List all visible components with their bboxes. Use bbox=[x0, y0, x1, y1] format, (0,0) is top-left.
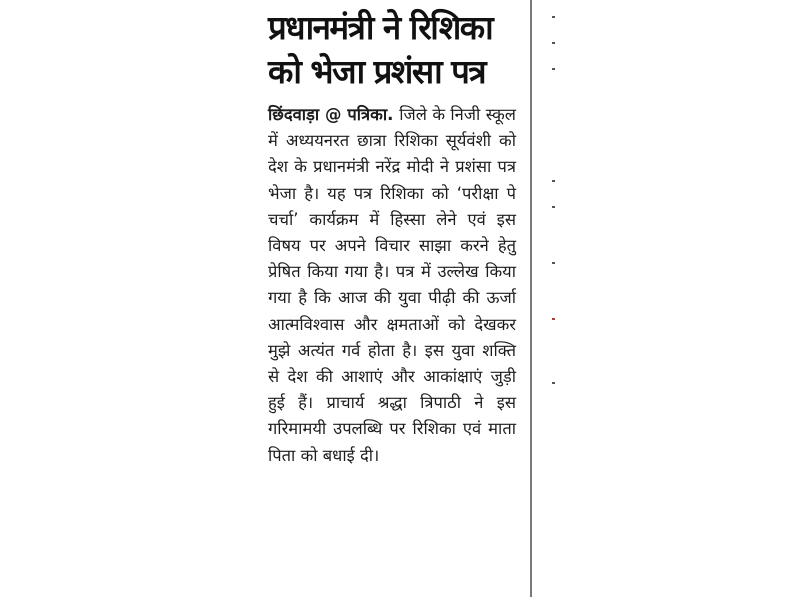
adjacent-column-fragment bbox=[552, 206, 555, 208]
adjacent-column-fragment bbox=[552, 42, 555, 44]
headline-line-1: प्रधानमंत्री ने रिशिका bbox=[268, 8, 493, 47]
adjacent-column-fragment bbox=[552, 382, 555, 384]
adjacent-column-fragment bbox=[552, 16, 555, 18]
adjacent-column-fragment bbox=[552, 180, 555, 182]
article-body bbox=[268, 102, 516, 469]
news-clipping bbox=[268, 0, 516, 597]
adjacent-column-fragment bbox=[552, 262, 555, 264]
column-divider bbox=[530, 0, 532, 597]
headline-line-2: को भेजा प्रशंसा पत्र bbox=[268, 52, 486, 91]
dateline: छिंदवाड़ा @ पत्रिका. bbox=[268, 105, 400, 124]
adjacent-column-fragment bbox=[552, 68, 555, 70]
article-body-text: जिले के निजी स्कूल में अध्ययनरत छात्रा रिशिका सूर्यवंशी को देश के प्रधानमंत्री नरेंद्र मोदी ने प्रशंसा पत्र भेजा है। यह पत्र रिशिका को ‘परीक्षा पे चर्चा’ कार्यक्रम में हिस्सा लेने एवं इस विषय पर अपने विचार साझा करने हेतु प्रेषित किया गया है। पत्र में उल्लेख किया गया है कि आज की युवा पीढ़ी की ऊर्जा आत्मविश्वास और क्षमताओं को देखकर मुझे अत्यंत गर्व होता है। इस युवा शक्ति से देश की आशाएं और आकांक्षाएं जुड़ी हुई हैं। प्राचार्य श्रद्धा त्रिपाठी ने इस गरिमामयी उपलब्धि पर रिशिका एवं माता पिता को बधाई दी। bbox=[268, 105, 516, 465]
adjacent-column-fragment bbox=[552, 318, 555, 320]
headline bbox=[268, 0, 516, 94]
